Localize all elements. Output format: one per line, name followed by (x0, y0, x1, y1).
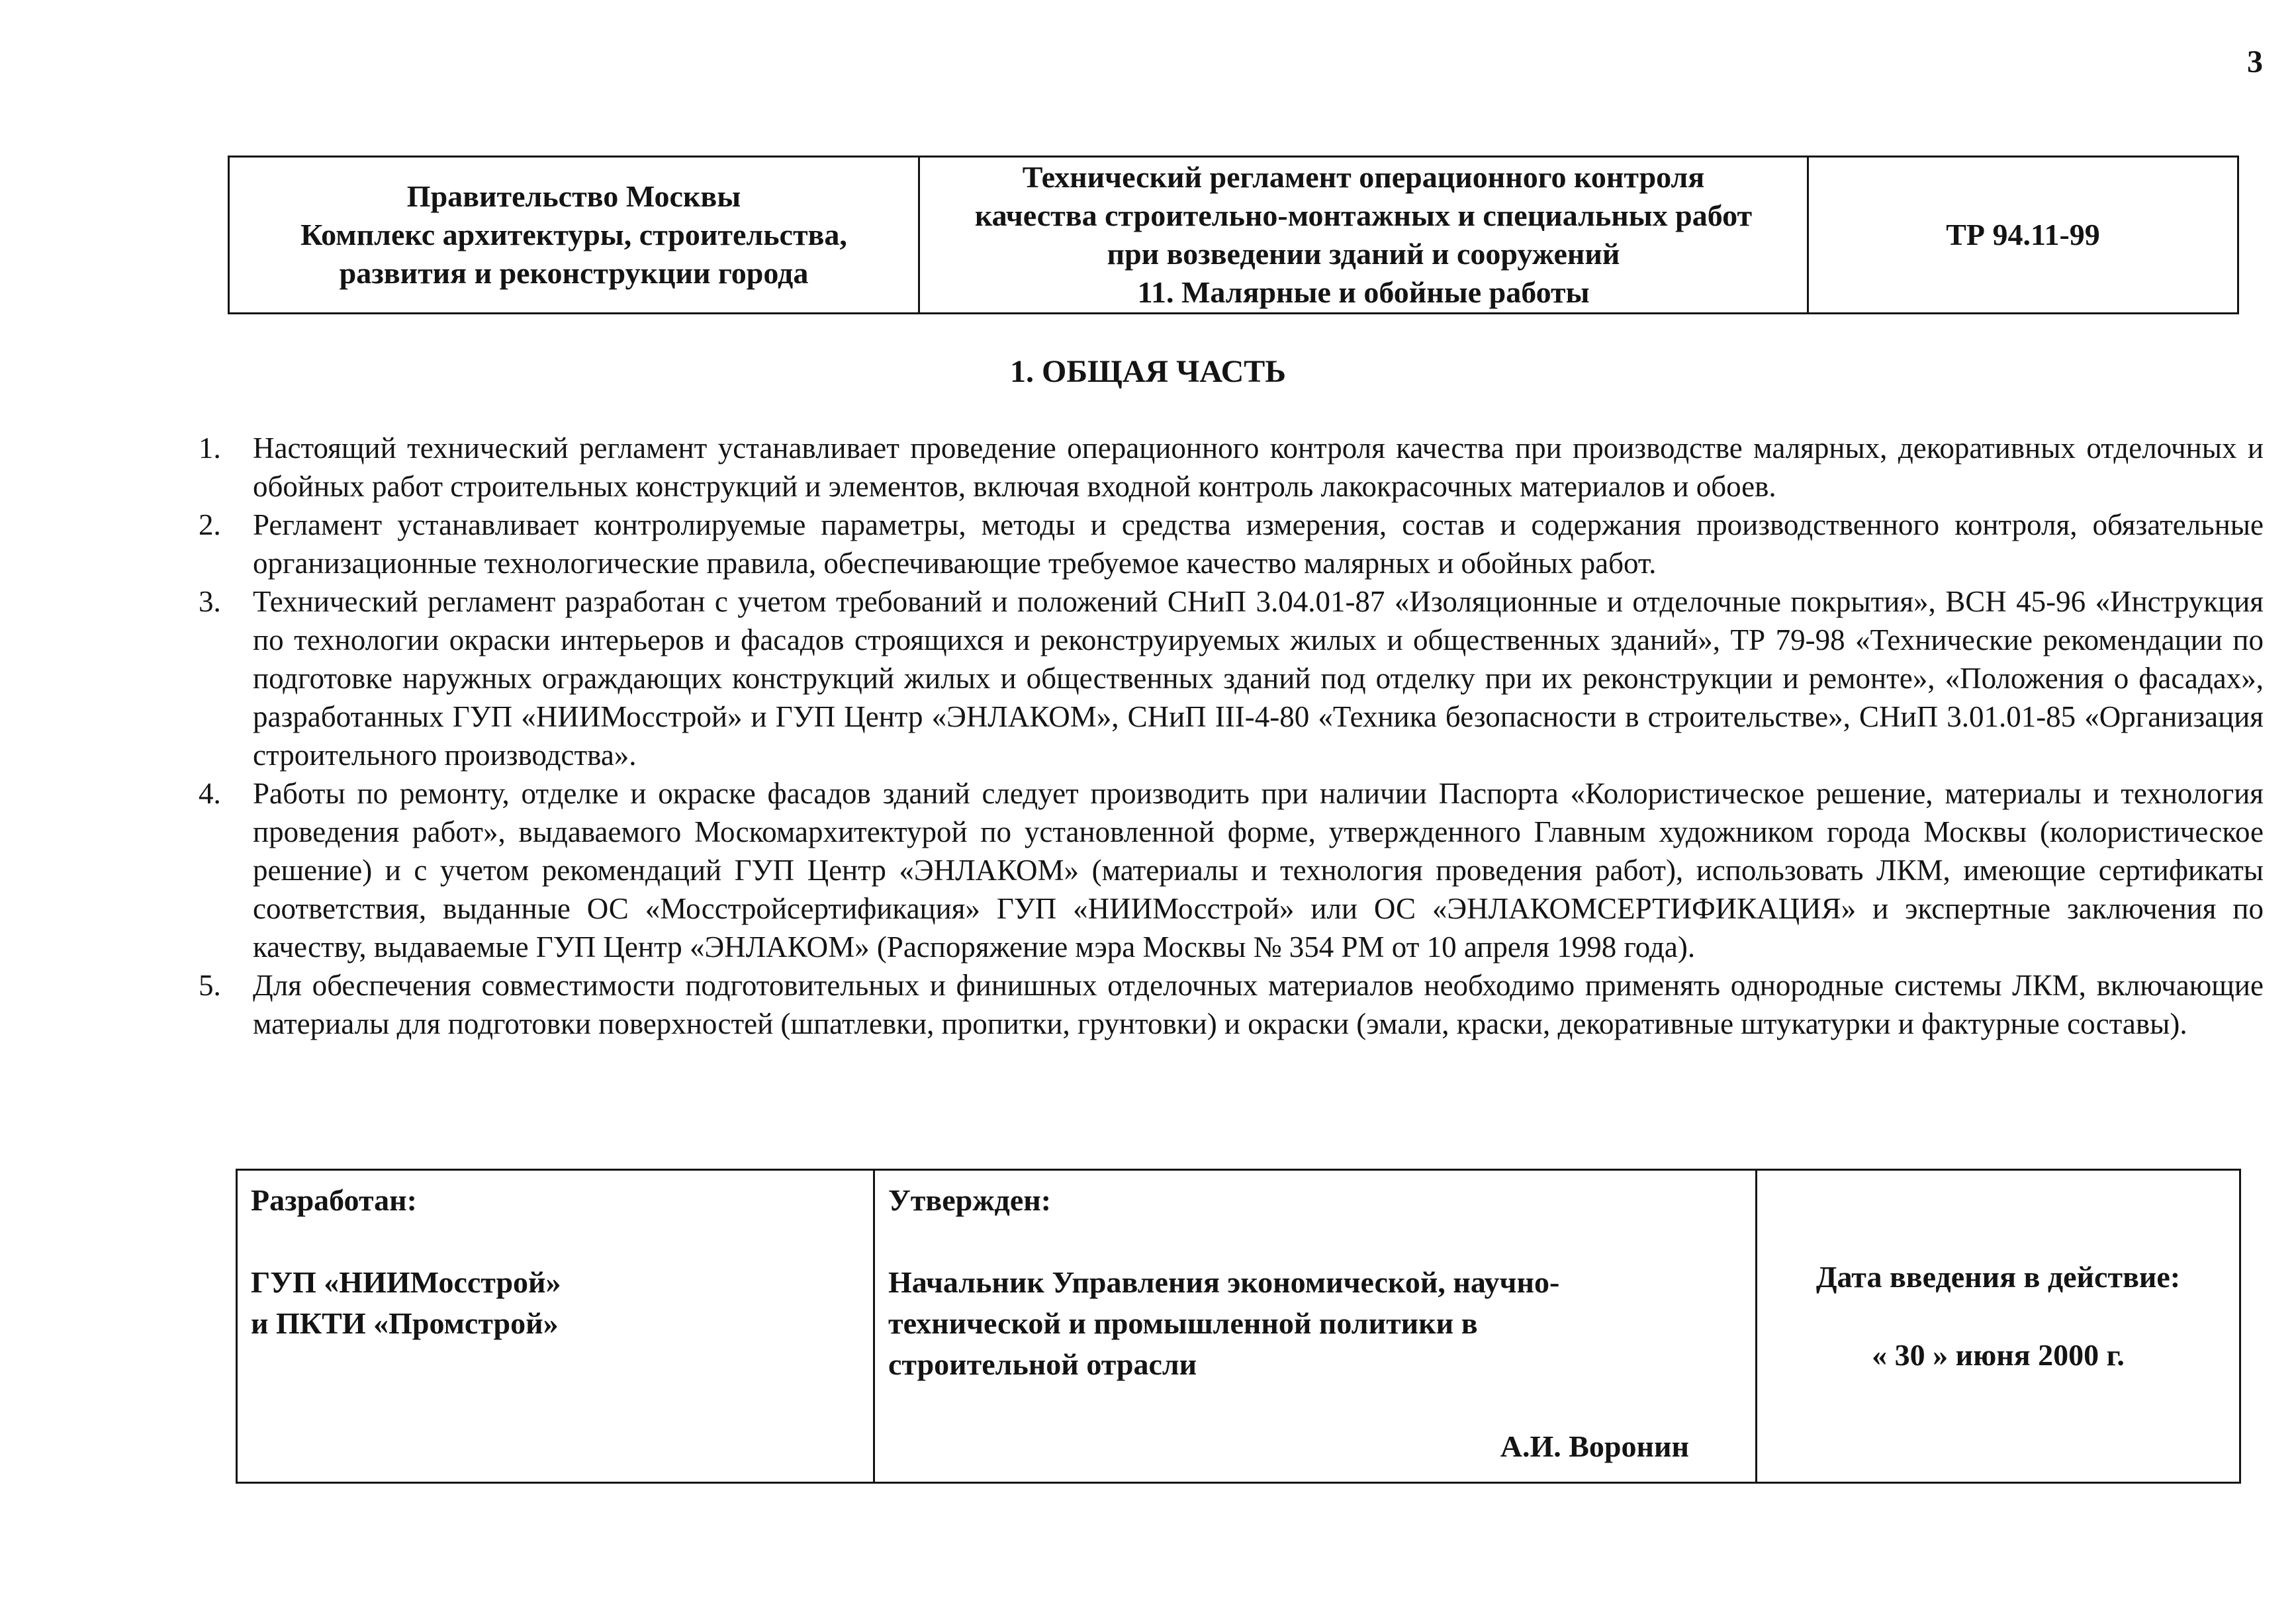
item-number: 1. (199, 431, 221, 465)
organization-line: Комплекс архитектуры, строительства, (300, 218, 847, 251)
document-title-line: при возведении зданий и сооружений (1107, 237, 1620, 271)
approver-line: Начальник Управления экономической, научно- (888, 1265, 1560, 1299)
document-code: ТР 94.11-99 (1808, 157, 2238, 314)
item-number: 3. (199, 585, 221, 618)
developer-line: и ПКТИ «Промстрой» (251, 1306, 559, 1340)
item-text: Для обеспечения совместимости подготовительных и финишных отделочных материалов необходимо применять однородные системы ЛКМ, включающие материалы для подготовки поверхностей (шпатлевки, пропитки, грунтовки) и окраски (эмали, краски, декоративные штукатурки и фактурные составы). (253, 969, 2264, 1040)
item-text: Регламент устанавливает контролируемые параметры, методы и средства измерения, состав и содержания производственного контроля, обязательные организационные технологические правила, обеспечивающие требуемое качество малярных и обойных работ. (253, 508, 2264, 580)
effective-date: « 30 » июня 2000 г. (1872, 1338, 2125, 1372)
developed-label: Разработан: (251, 1183, 417, 1217)
item-text: Технический регламент разработан с учетом требований и положений СНиП 3.04.01-87 «Изоляционные и отделочные покрытия», ВСН 45-96 «Инструкция по технологии окраски интерьеров и фасадов строящихся и реконструируемых жилых и общественных зданий», ТР 79-98 «Технические рекомендации по подготовке наружных ограждающих конструкций жилых и общественных зданий под отделку при их реконструкции и ремонте», «Положения о фасадах», разработанных ГУП «НИИМосстрой» и ГУП Центр «ЭНЛАКОМ», СНиП III-4-80 «Техника безопасности в строительстве», СНиП 3.01.01-85 «Организация строительного производства». (253, 585, 2264, 772)
developer-line: ГУП «НИИМосстрой» (251, 1265, 561, 1299)
approval-block (236, 1169, 2241, 1484)
document-title-cell (919, 157, 1808, 314)
list-item (176, 506, 2264, 582)
list-item (176, 966, 2264, 1043)
document-title-line: Технический регламент операционного контроля (1022, 160, 1705, 194)
organization-line: Правительство Москвы (406, 179, 741, 213)
signer-name: А.И. Воронин (1500, 1429, 1689, 1463)
approved-label: Утвержден: (888, 1183, 1052, 1217)
section-title: 1. ОБЩАЯ ЧАСТЬ (1009, 354, 1287, 389)
item-number: 4. (199, 777, 221, 810)
approver-line: технической и промышленной политики в (888, 1306, 1478, 1340)
page-number: 3 (2247, 44, 2263, 79)
approver-line: строительной отрасли (888, 1347, 1197, 1381)
organization-line: развития и реконструкции города (339, 256, 809, 290)
developed-cell (237, 1170, 874, 1483)
list-item (176, 582, 2264, 774)
document-title-line: 11. Малярные и обойные работы (1137, 275, 1590, 309)
item-number: 5. (199, 969, 221, 1002)
general-provisions-list (176, 429, 2264, 1043)
effective-date-label: Дата введения в действие: (1815, 1260, 2181, 1294)
item-number: 2. (199, 508, 221, 541)
approved-cell (874, 1170, 1757, 1483)
document-title-line: качества строительно-монтажных и специальных работ (974, 199, 1753, 232)
list-item (176, 774, 2264, 966)
item-text: Работы по ремонту, отделке и окраске фасадов зданий следует производить при наличии Паспорта «Колористическое решение, материалы и технология проведения работ», выдаваемого Москомархитектурой по установленной форме, утвержденного Главным художником города Москвы (колористическое решение) и с учетом рекомендаций ГУП Центр «ЭНЛАКОМ» (материалы и технология проведения работ), использовать ЛКМ, имеющие сертификаты соответствия, выданные ОС «Мосстройсертификация» ГУП «НИИМосстрой» или ОС «ЭНЛАКОМСЕРТИФИКАЦИЯ» и экспертные заключения по качеству, выдаваемые ГУП Центр «ЭНЛАКОМ» (Распоряжение мэра Москвы № 354 РМ от 10 апреля 1998 года). (253, 777, 2264, 964)
effective-date-cell (1757, 1170, 2240, 1483)
organization-cell (229, 157, 919, 314)
list-item (176, 429, 2264, 506)
item-text: Настоящий технический регламент устанавливает проведение операционного контроля качества при производстве малярных, декоративных отделочных и обойных работ строительных конструкций и элементов, включая входной контроль лакокрасочных материалов и обоев. (253, 431, 2264, 503)
document-header (228, 156, 2239, 314)
